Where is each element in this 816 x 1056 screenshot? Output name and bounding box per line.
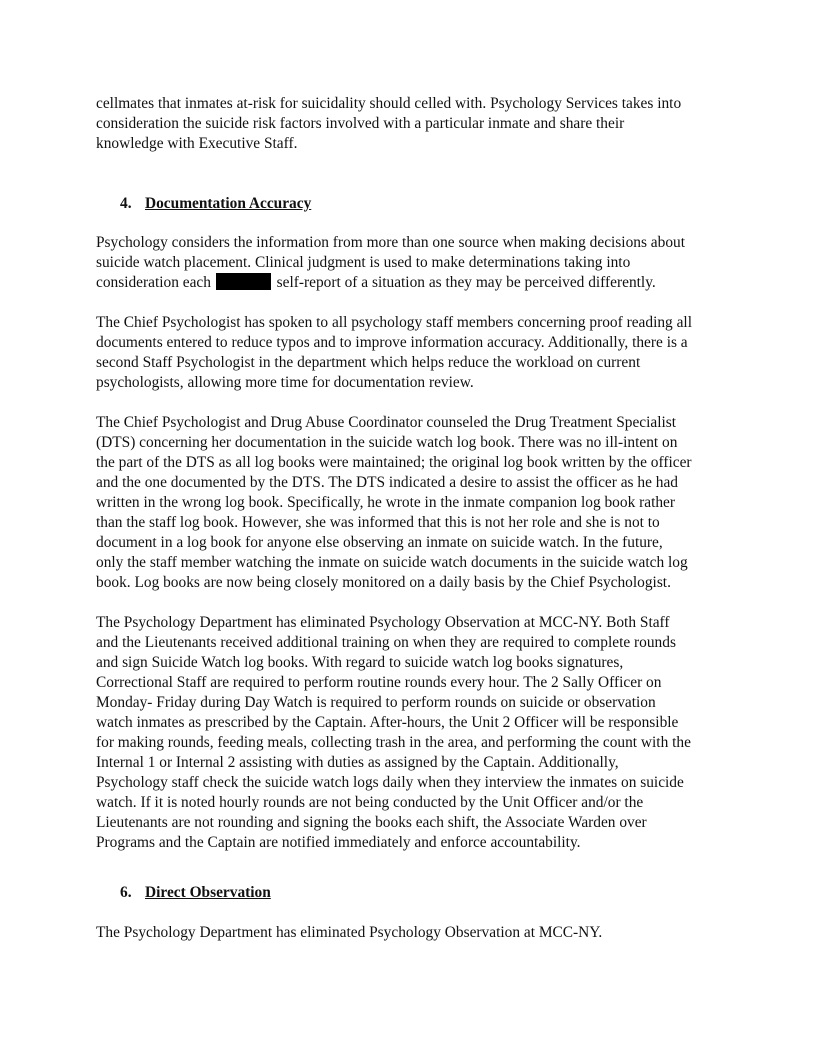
text-line: (DTS) concerning her documentation in the suicide watch log book. There was no ill-intent on — [96, 434, 678, 451]
text-line: only the staff member watching the inmate on suicide watch documents in the suicide watch log — [96, 554, 688, 571]
text-line: and the Lieutenants received additional training on when they are required to complete rounds — [96, 634, 676, 651]
text-line: psychologists, allowing more time for documentation review. — [96, 374, 474, 391]
text-line: written in the wrong log book. Specifically, he wrote in the inmate companion log book rather — [96, 494, 675, 511]
section-number: 4. — [120, 195, 132, 212]
text-line: watch inmates as prescribed by the Captain. After-hours, the Unit 2 Officer will be responsible — [96, 714, 679, 731]
text-line: Lieutenants are not rounding and signing the books each shift, the Associate Warden over — [96, 814, 647, 831]
section-heading-documentation-accuracy — [96, 194, 736, 214]
section-title: Direct Observation — [145, 884, 271, 901]
section-title: Documentation Accuracy — [145, 195, 312, 212]
text-line: for making rounds, feeding meals, collecting trash in the area, and performing the count with the — [96, 734, 691, 751]
text-fragment: consideration each — [96, 274, 211, 291]
text-line: second Staff Psychologist in the department which helps reduce the workload on current — [96, 354, 641, 371]
paragraph-observation-rounds — [96, 613, 736, 853]
intro-paragraph — [96, 94, 736, 154]
text-line: knowledge with Executive Staff. — [96, 135, 298, 152]
text-line-with-redaction — [96, 273, 736, 293]
text-line: Correctional Staff are required to perform routine rounds every hour. The 2 Sally Officer on — [96, 674, 662, 691]
section-number: 6. — [120, 884, 132, 901]
paragraph-proof-reading — [96, 313, 736, 393]
text-line: Monday- Friday during Day Watch is required to perform rounds on suicide or observation — [96, 694, 656, 711]
section-heading-direct-observation — [96, 883, 736, 903]
text-line: Psychology considers the information from more than one source when making decisions about — [96, 234, 685, 251]
redaction-block — [216, 273, 271, 290]
text-line: Programs and the Captain are notified immediately and enforce accountability. — [96, 834, 581, 851]
text-line: document in a log book for anyone else observing an inmate on suicide watch. In the future, — [96, 534, 663, 551]
text-line: and the one documented by the DTS. The DTS indicated a desire to assist the officer as he had — [96, 474, 678, 491]
text-line: The Psychology Department has eliminated Psychology Observation at MCC-NY. — [96, 924, 603, 941]
text-line: Internal 1 or Internal 2 assisting with duties as assigned by the Captain. Additionally, — [96, 754, 619, 771]
text-fragment: self-report of a situation as they may be perceived differently. — [276, 274, 656, 291]
text-line: The Chief Psychologist has spoken to all psychology staff members concerning proof reading all — [96, 314, 692, 331]
document-page — [96, 94, 736, 943]
text-line: cellmates that inmates at-risk for suicidality should celled with. Psychology Services takes into — [96, 95, 682, 112]
paragraph-source-information — [96, 233, 736, 293]
text-line: the part of the DTS as all log books were maintained; the original log book written by the officer — [96, 454, 692, 471]
paragraph-direct-observation — [96, 923, 736, 943]
text-line: The Psychology Department has eliminated Psychology Observation at MCC-NY. Both Staff — [96, 614, 670, 631]
text-line: consideration the suicide risk factors involved with a particular inmate and share their — [96, 115, 625, 132]
text-line: than the staff log book. However, she was informed that this is not her role and she is not to — [96, 514, 660, 531]
text-line: suicide watch placement. Clinical judgment is used to make determinations taking into — [96, 254, 631, 271]
text-line: watch. If it is noted hourly rounds are not being conducted by the Unit Officer and/or the — [96, 794, 644, 811]
text-line: The Chief Psychologist and Drug Abuse Coordinator counseled the Drug Treatment Specialist — [96, 414, 677, 431]
text-line: Psychology staff check the suicide watch logs daily when they interview the inmates on suicide — [96, 774, 684, 791]
text-line: documents entered to reduce typos and to improve information accuracy. Additionally, there is a — [96, 334, 688, 351]
paragraph-dts-counseling — [96, 413, 736, 593]
text-line: and sign Suicide Watch log books. With regard to suicide watch log books signatures, — [96, 654, 624, 671]
text-line: book. Log books are now being closely monitored on a daily basis by the Chief Psychologist. — [96, 574, 671, 591]
